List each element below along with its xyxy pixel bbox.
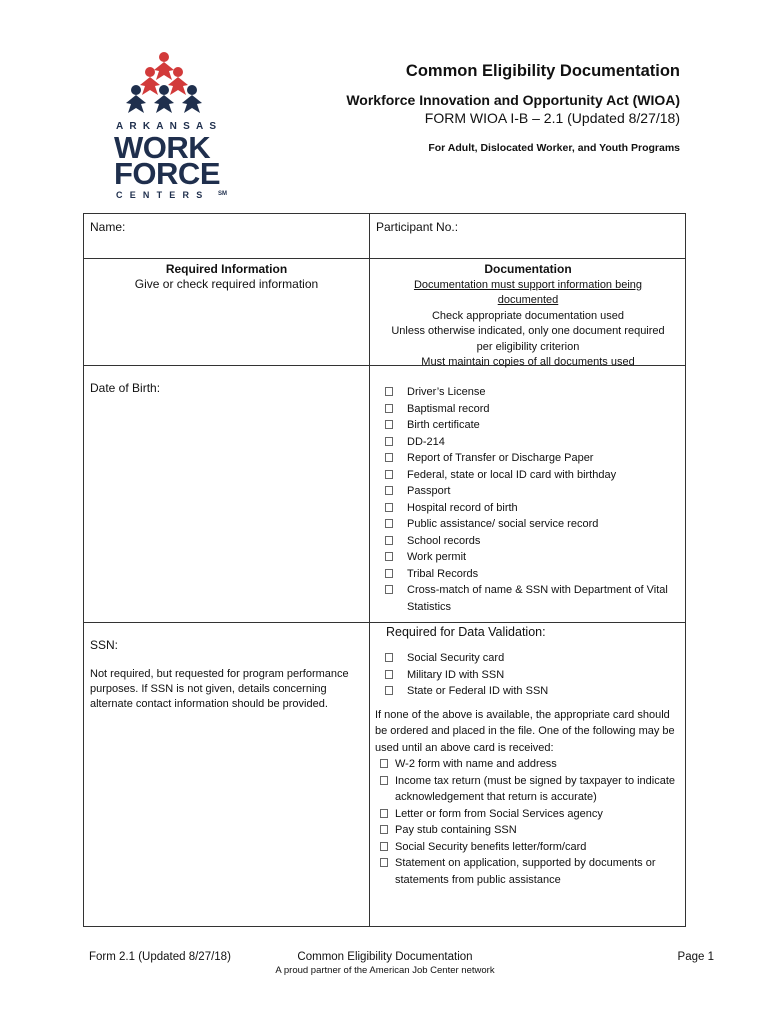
doc-option-label: Passport (407, 485, 451, 497)
documentation-header (370, 262, 686, 371)
partner-tagline: A proud partner of the American Job Center network (275, 965, 495, 976)
dob-documents-list (385, 384, 675, 615)
row-divider (84, 622, 369, 623)
required-info-subtitle: Give or check required information (134, 277, 319, 291)
form-id: FORM WIOA I-B – 2.1 (Updated 8/27/18) (424, 110, 680, 126)
checkbox[interactable] (385, 486, 393, 495)
doc-option-label: Income tax return (must be signed by taxpayer to indicate acknowledgement that return is accurate) (395, 774, 676, 803)
date-of-birth-field[interactable]: Date of Birth: (90, 381, 161, 395)
checkbox[interactable] (385, 536, 393, 545)
documentation-line: documented (497, 294, 559, 306)
checkbox[interactable] (385, 404, 393, 413)
list-item (385, 683, 675, 700)
fallback-documents-list (380, 756, 680, 888)
row-divider (84, 258, 685, 259)
doc-option-label: Hospital record of birth (407, 501, 518, 514)
checkbox[interactable] (385, 653, 393, 662)
checkbox[interactable] (380, 776, 388, 785)
checkbox[interactable] (385, 437, 393, 446)
list-item (385, 500, 675, 517)
doc-option-label: Birth certificate (407, 419, 480, 431)
checkbox[interactable] (385, 503, 393, 512)
ssn-field[interactable]: SSN: (90, 638, 119, 652)
checkbox[interactable] (380, 759, 388, 768)
footer-title: Common Eligibility Documentation (297, 951, 473, 963)
list-item (385, 533, 675, 550)
ssn-note: Not required, but requested for program performance purposes. If SSN is not given, details concerning alternate contact information should be provided. (90, 668, 349, 710)
doc-option-label: Cross-match of name & SSN with Department of Vital Statistics (407, 584, 668, 613)
list-item (380, 806, 680, 823)
checkbox[interactable] (385, 519, 393, 528)
document-title: Common Eligibility Documentation (405, 62, 680, 80)
doc-option-label: Social Security card (407, 652, 505, 664)
doc-option-label: Driver’s License (407, 386, 486, 398)
footer-form-id: Form 2.1 (Updated 8/27/18) (89, 951, 231, 963)
logo-work-text: WORK (114, 130, 211, 165)
checkbox[interactable] (380, 858, 388, 867)
checkbox[interactable] (385, 585, 393, 594)
name-field[interactable]: Name: (90, 220, 126, 234)
logo-force-text: FORCE (114, 156, 220, 191)
list-item (385, 566, 675, 583)
doc-option-label: Social Security benefits letter/form/card (395, 840, 587, 853)
doc-option-label: Work permit (407, 551, 467, 563)
checkbox[interactable] (380, 809, 388, 818)
doc-option-label: Letter or form from Social Services agency (395, 807, 603, 820)
doc-option-label: Baptismal record (407, 402, 490, 415)
doc-option-label: Tribal Records (407, 567, 479, 580)
list-item (385, 434, 675, 451)
programs-subtitle: For Adult, Dislocated Worker, and Youth Programs (428, 142, 680, 154)
list-item (385, 384, 675, 401)
list-item (380, 855, 680, 888)
logo-service-mark: SM (218, 191, 227, 197)
list-item (380, 822, 680, 839)
list-item (385, 667, 675, 684)
documentation-line: Unless otherwise indicated, only one document required (391, 325, 665, 337)
checkbox[interactable] (385, 552, 393, 561)
list-item (380, 756, 680, 773)
doc-option-label: Statement on application, supported by documents or statements from public assistance (395, 857, 656, 886)
list-item (385, 417, 675, 434)
list-item (385, 549, 675, 566)
logo-centers-text: CENTERS (116, 190, 210, 200)
doc-option-label: Pay stub containing SSN (395, 824, 517, 836)
list-item (380, 773, 680, 806)
checkbox[interactable] (385, 453, 393, 462)
logo-state-text: ARKANSAS (116, 121, 223, 132)
list-item (385, 467, 675, 484)
list-item (385, 582, 675, 615)
checkbox[interactable] (385, 420, 393, 429)
doc-option-label: State or Federal ID with SSN (407, 685, 549, 697)
checkbox[interactable] (385, 387, 393, 396)
required-info-title: Required Information (165, 262, 288, 276)
doc-option-label: Public assistance/ social service record (407, 518, 599, 530)
documentation-title: Documentation (484, 262, 572, 276)
page-number: Page 1 (677, 951, 714, 963)
list-item (385, 450, 675, 467)
checkbox[interactable] (385, 470, 393, 479)
documentation-line: Must maintain copies of all documents used (421, 356, 635, 368)
participant-number-field[interactable]: Participant No.: (376, 220, 459, 234)
doc-option-label: W-2 form with name and address (395, 758, 557, 770)
ssn-documents-list (385, 650, 675, 700)
doc-option-label: DD-214 (407, 435, 445, 448)
data-validation-heading: Required for Data Validation: (386, 625, 546, 639)
doc-option-label: School records (407, 534, 481, 547)
list-item (380, 839, 680, 856)
checkbox[interactable] (380, 825, 388, 834)
list-item (385, 483, 675, 500)
fallback-instructions: If none of the above is available, the appropriate card should be ordered and placed in the file. One of the following may be used until an above card is received: (375, 709, 675, 754)
checkbox[interactable] (385, 686, 393, 695)
documentation-line: Check appropriate documentation used (431, 309, 624, 322)
doc-option-label: Federal, state or local ID card with birthday (407, 468, 617, 481)
doc-option-label: Report of Transfer or Discharge Paper (407, 452, 594, 464)
eligibility-table (83, 213, 686, 927)
list-item (385, 650, 675, 667)
doc-option-label: Military ID with SSN (407, 668, 505, 681)
documentation-line: Documentation must support information being (413, 278, 643, 291)
people-stars-icon (116, 50, 228, 120)
checkbox[interactable] (385, 670, 393, 679)
checkbox[interactable] (380, 842, 388, 851)
list-item (385, 401, 675, 418)
checkbox[interactable] (385, 569, 393, 578)
act-title: Workforce Innovation and Opportunity Act (WIOA) (346, 92, 680, 108)
documentation-line: per eligibility criterion (476, 340, 580, 353)
row-divider (369, 622, 685, 623)
list-item (385, 516, 675, 533)
required-info-header (84, 262, 369, 292)
